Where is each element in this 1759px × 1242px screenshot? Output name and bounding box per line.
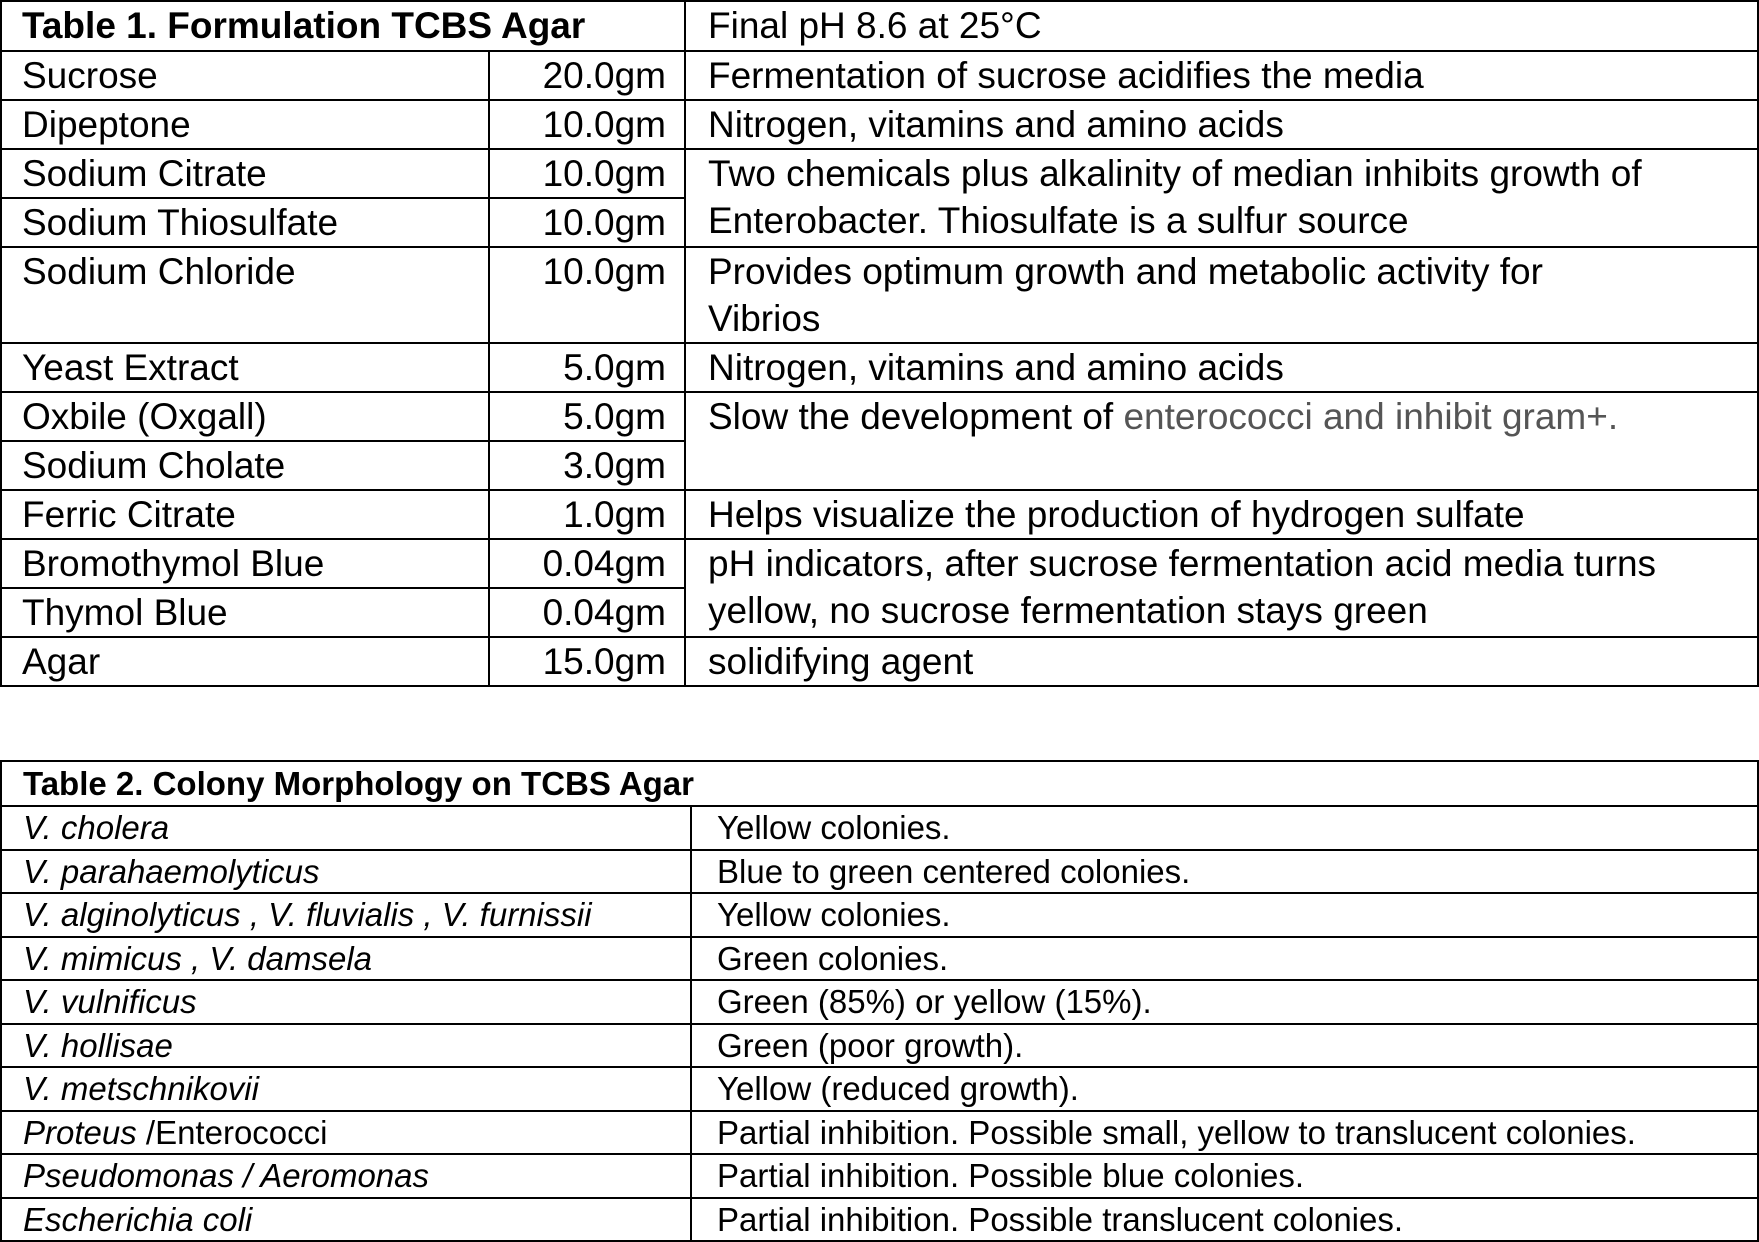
ph-note: Final pH 8.6 at 25°C	[685, 1, 1758, 51]
ingredient-purpose	[685, 247, 1758, 343]
table-row	[1, 937, 1758, 981]
ingredient-name: Sodium Cholate	[1, 441, 489, 490]
ingredient-amount: 10.0gm	[489, 100, 685, 149]
ingredient-name: Dipeptone	[1, 100, 489, 149]
ingredient-name: Sodium Thiosulfate	[1, 198, 489, 247]
organism-name: V. parahaemolyticus	[1, 850, 691, 894]
table-row	[1, 539, 1758, 588]
table-row	[1, 149, 1758, 198]
colony-result: Partial inhibition. Possible blue colonies.	[691, 1154, 1758, 1198]
ingredient-purpose: Nitrogen, vitamins and amino acids	[685, 100, 1758, 149]
ingredient-purpose: Nitrogen, vitamins and amino acids	[685, 343, 1758, 392]
organism-name	[1, 1111, 691, 1155]
ingredient-amount: 10.0gm	[489, 247, 685, 343]
ingredient-amount: 5.0gm	[489, 392, 685, 441]
ingredient-name: Oxbile (Oxgall)	[1, 392, 489, 441]
ingredient-name: Thymol Blue	[1, 588, 489, 637]
table-row	[1, 1111, 1758, 1155]
colony-result: Partial inhibition. Possible small, yellow to translucent colonies.	[691, 1111, 1758, 1155]
ingredient-amount: 5.0gm	[489, 343, 685, 392]
purpose-line: yellow, no sucrose fermentation stays green	[708, 590, 1428, 631]
colony-result: Blue to green centered colonies.	[691, 850, 1758, 894]
table-row	[1, 1024, 1758, 1068]
purpose-text-gray: enterococci and inhibit gram+.	[1123, 396, 1619, 437]
ingredient-purpose	[685, 149, 1758, 247]
ingredient-amount: 0.04gm	[489, 539, 685, 588]
table-row	[1, 1, 1758, 51]
organism-name: V. mimicus , V. damsela	[1, 937, 691, 981]
ingredient-amount: 10.0gm	[489, 198, 685, 247]
organism-plain-part: /Enterococci	[136, 1113, 328, 1151]
table-row	[1, 980, 1758, 1024]
purpose-line: pH indicators, after sucrose fermentation acid media turns	[708, 543, 1657, 584]
ingredient-purpose: Fermentation of sucrose acidifies the media	[685, 51, 1758, 100]
organism-name: V. cholera	[1, 806, 691, 850]
table-row	[1, 1198, 1758, 1242]
purpose-line: Vibrios	[708, 298, 821, 339]
table-row	[1, 100, 1758, 149]
ingredient-name: Sodium Chloride	[1, 247, 489, 343]
table1-title: Table 1. Formulation TCBS Agar	[1, 1, 685, 51]
ingredient-purpose: Helps visualize the production of hydrogen sulfate	[685, 490, 1758, 539]
table-row	[1, 247, 1758, 343]
ingredient-name: Yeast Extract	[1, 343, 489, 392]
ingredient-amount: 10.0gm	[489, 149, 685, 198]
table-row	[1, 893, 1758, 937]
purpose-line: Provides optimum growth and metabolic activity for	[708, 251, 1543, 292]
table-row	[1, 850, 1758, 894]
purpose-line: Enterobacter. Thiosulfate is a sulfur source	[708, 200, 1409, 241]
ingredient-name: Agar	[1, 637, 489, 686]
table-row	[1, 1154, 1758, 1198]
colony-result: Yellow colonies.	[691, 806, 1758, 850]
colony-morphology-table	[0, 760, 1759, 1242]
ingredient-amount: 1.0gm	[489, 490, 685, 539]
ingredient-name: Sucrose	[1, 51, 489, 100]
table-row	[1, 392, 1758, 441]
organism-name: V. alginolyticus , V. fluvialis , V. furnissii	[1, 893, 691, 937]
ingredient-name: Bromothymol Blue	[1, 539, 489, 588]
table-row	[1, 761, 1758, 806]
ingredient-purpose	[685, 539, 1758, 637]
ingredient-amount: 15.0gm	[489, 637, 685, 686]
table-row	[1, 637, 1758, 686]
ingredient-purpose: solidifying agent	[685, 637, 1758, 686]
table-row	[1, 51, 1758, 100]
table-row	[1, 343, 1758, 392]
colony-result: Green (85%) or yellow (15%).	[691, 980, 1758, 1024]
ingredient-purpose	[685, 392, 1758, 490]
colony-result: Green (poor growth).	[691, 1024, 1758, 1068]
organism-name: V. vulnificus	[1, 980, 691, 1024]
organism-name: V. hollisae	[1, 1024, 691, 1068]
colony-result: Green colonies.	[691, 937, 1758, 981]
organism-italic-part: Proteus	[23, 1113, 137, 1151]
ingredient-amount: 20.0gm	[489, 51, 685, 100]
colony-result: Yellow colonies.	[691, 893, 1758, 937]
ingredient-name: Sodium Citrate	[1, 149, 489, 198]
table2-title: Table 2. Colony Morphology on TCBS Agar	[1, 761, 1758, 806]
table-row	[1, 490, 1758, 539]
table-row	[1, 1067, 1758, 1111]
table-row	[1, 806, 1758, 850]
organism-name: Pseudomonas / Aeromonas	[1, 1154, 691, 1198]
organism-name: V. metschnikovii	[1, 1067, 691, 1111]
purpose-text: Slow the development of	[708, 396, 1124, 437]
purpose-line: Two chemicals plus alkalinity of median inhibits growth of	[708, 153, 1642, 194]
colony-result: Yellow (reduced growth).	[691, 1067, 1758, 1111]
ingredient-amount: 3.0gm	[489, 441, 685, 490]
ingredient-amount: 0.04gm	[489, 588, 685, 637]
organism-name: Escherichia coli	[1, 1198, 691, 1242]
ingredient-name: Ferric Citrate	[1, 490, 489, 539]
colony-result: Partial inhibition. Possible translucent colonies.	[691, 1198, 1758, 1242]
